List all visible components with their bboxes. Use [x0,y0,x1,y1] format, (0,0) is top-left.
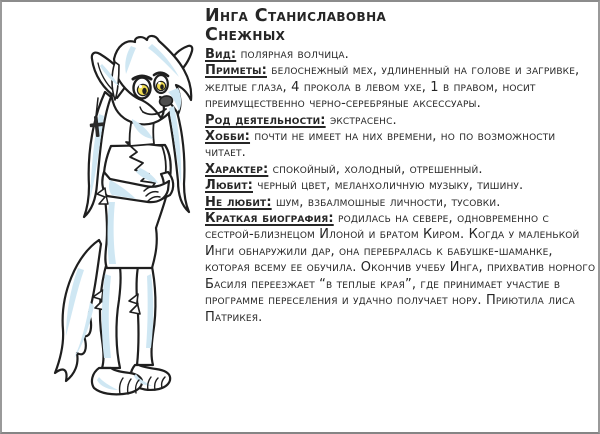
field-text: родилась на севере, одновременно с сестрой-близнецом Илоной и братом Киром. Когда у маленькой Инги обнаружили дар, она перебралась к бабушке-шаманке, которая всему ее обучила. Окончив учебу Инга, прихватив норного Басиля переезжает “в теплые края”, где принимает участие в программе переселения и удачно получает нору. Приютила лиса Патрикея. [205,211,596,325]
field-hobby [205,129,596,162]
field-biography [205,211,596,326]
field-markings [205,63,596,112]
field-label: Род деятельности: [205,112,326,128]
character-name-line1: Инга Станиславовна [205,6,387,26]
character-illustration [2,2,207,432]
field-label: Вид: [205,47,237,62]
character-name [205,7,596,45]
field-label: Не любит: [205,194,272,210]
field-text: спокойный, холодный, отрешенный. [272,161,483,177]
field-text: полярная волчица. [240,47,349,62]
field-text: почти не имеет на них времени, но по возможности читает. [205,129,556,161]
field-character [205,162,596,178]
field-label: Краткая биография: [205,211,334,227]
field-text: черный цвет, меланхоличную музыку, тишину. [257,178,524,194]
character-name-line2: Снежных [205,25,286,45]
profile-text [205,7,596,326]
field-text: экстрасенс. [329,112,397,128]
field-label: Приметы: [205,63,267,79]
field-label: Характер: [205,161,269,177]
field-text: белоснежный мех, удлиненный на голове и загривке, желтые глаза, 4 прокола в левом ухе, 1 в правом, носит преимущественно черно-серебряные аксессуары. [205,63,580,112]
field-dislikes [205,195,596,211]
field-label: Хобби: [205,129,251,145]
field-occupation [205,113,596,129]
wolf-tail [55,240,101,381]
field-label: Любит: [205,178,253,194]
field-species [205,47,596,63]
field-likes [205,178,596,194]
field-text: шум, взбалмошные личности, тусовки. [275,194,501,210]
profile-fields [205,47,596,326]
